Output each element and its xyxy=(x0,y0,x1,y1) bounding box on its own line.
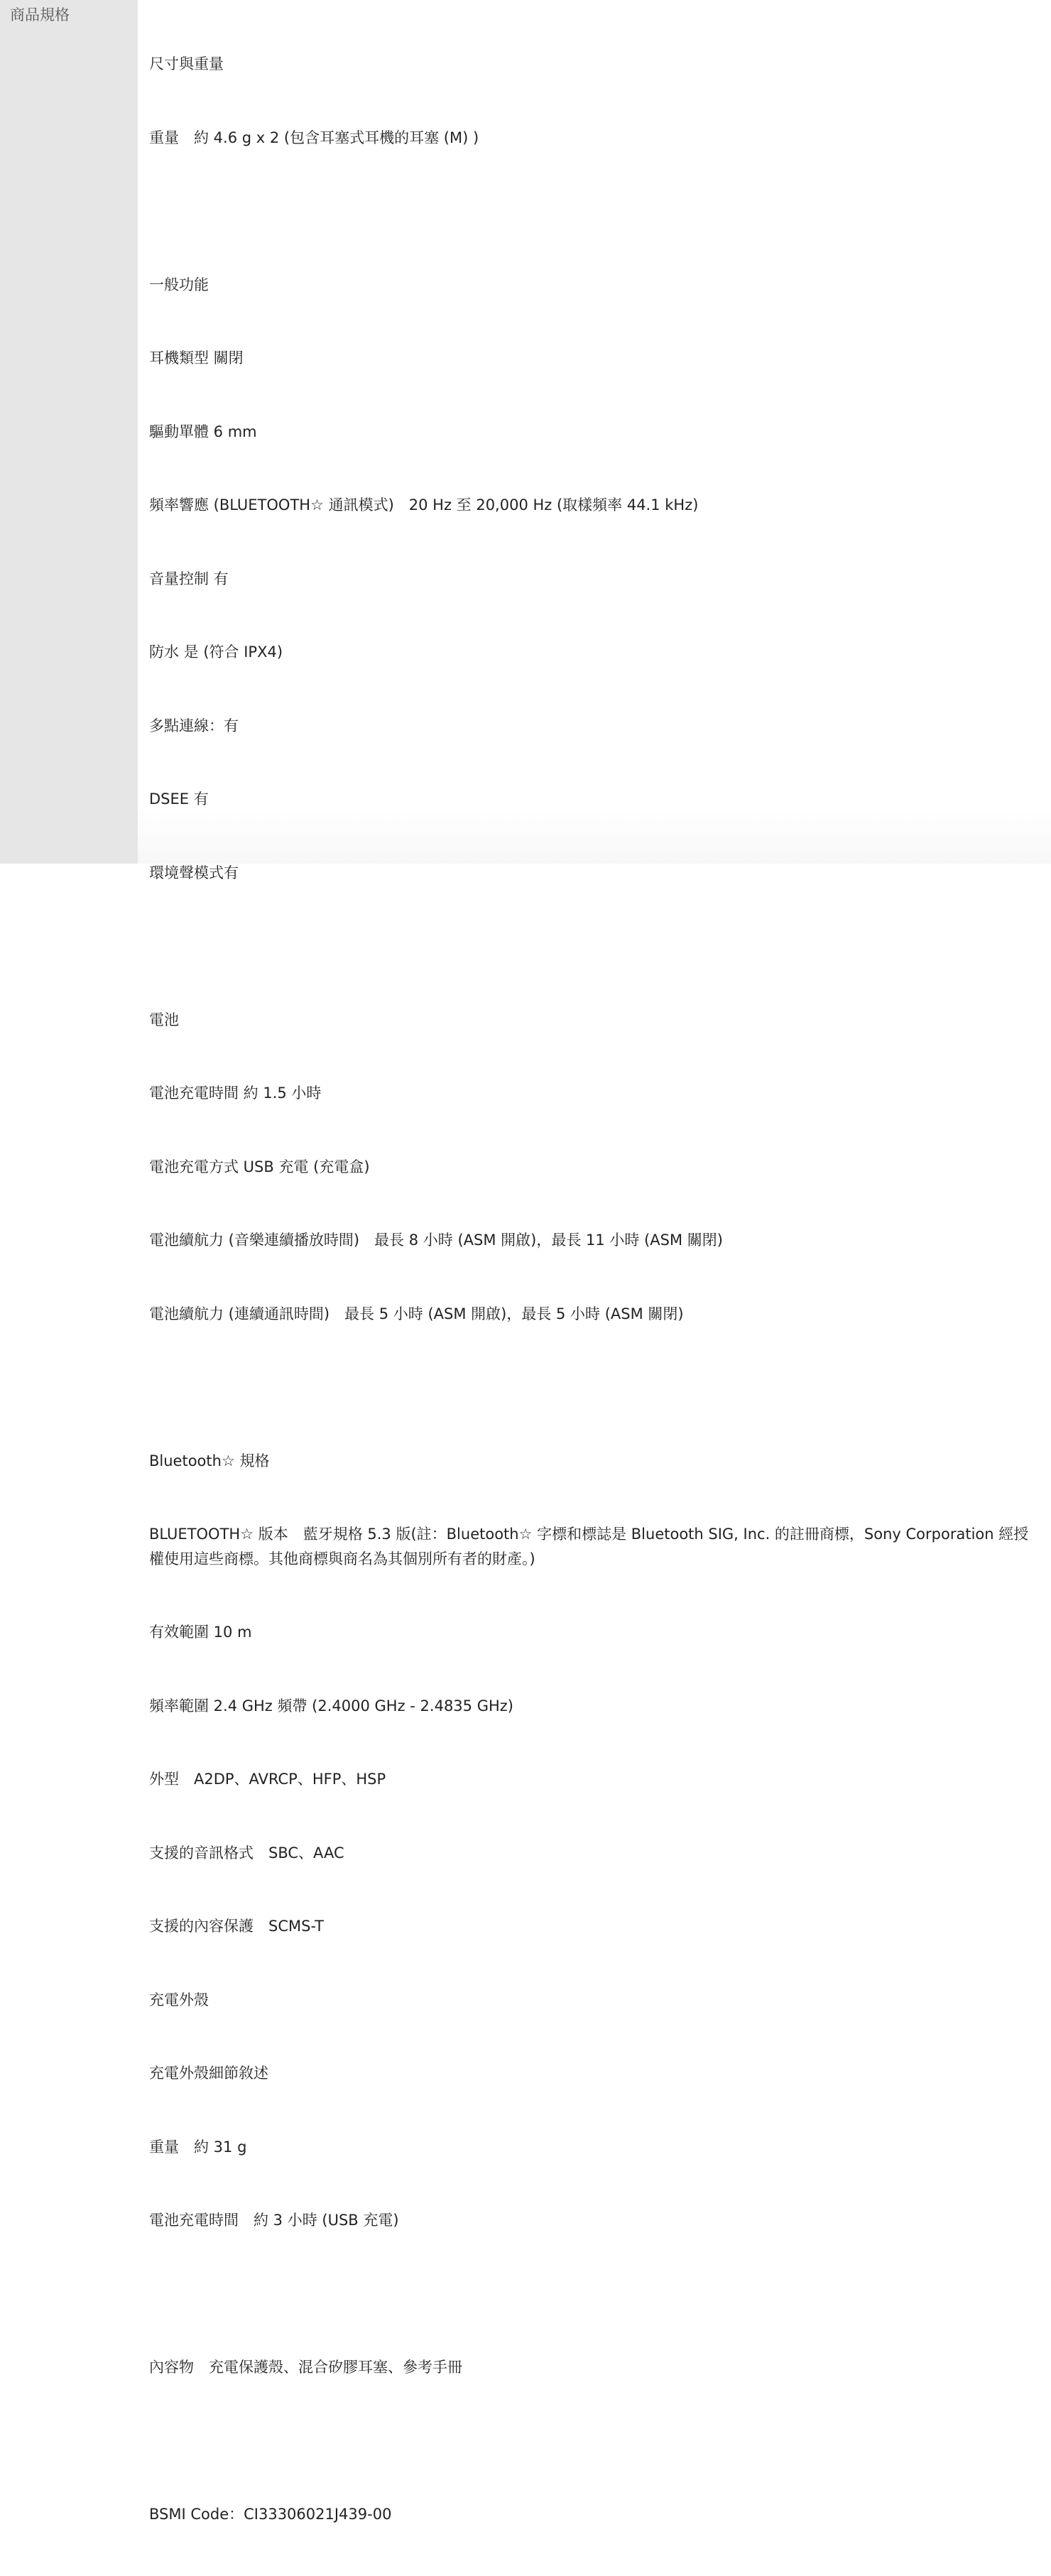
spec-line xyxy=(149,199,1042,224)
spec-line: 有效範圍 10 m xyxy=(149,1624,252,1641)
spec-line: 電池 xyxy=(149,1011,179,1028)
spec-line: 充電外殼細節敘述 xyxy=(149,2065,268,2082)
spec-line: 尺寸與重量 xyxy=(149,55,224,72)
spec-line: DSEE 有 xyxy=(149,790,209,808)
spec-line: 頻率響應 (BLUETOOTH☆ 通訊模式) 20 Hz 至 20,000 Hz (取樣頻率 44.1 kHz) xyxy=(149,496,699,513)
spec-line: 內容物 充電保護殼、混合矽膠耳塞、參考手冊 xyxy=(149,2359,462,2376)
spec-line: 外型 A2DP、AVRCP、HFP、HSP xyxy=(149,1771,386,1788)
spec-line: 防水 是 (符合 IPX4) xyxy=(149,643,283,661)
spec-line: Bluetooth☆ 規格 xyxy=(149,1452,270,1469)
spec-line: 音量控制 有 xyxy=(149,570,229,587)
spec-line: 一般功能 xyxy=(149,276,209,293)
spec-line xyxy=(149,2429,1042,2454)
spec-line: BLUETOOTH☆ 版本 藍牙規格 5.3 版(註：Bluetooth☆ 字標和標誌是 Bluetooth SIG, Inc. 的註冊商標，Sony Corporation 經授權使用這些商標。其他商標與商名為其個別所有者的財產。) xyxy=(149,1526,1029,1567)
spec-line: 支援的內容保護 SCMS-T xyxy=(149,1918,324,1935)
spec-line: 電池續航力 (連續通訊時間) 最長 5 小時 (ASM 開啟)，最長 5 小時 (ASM 關閉) xyxy=(149,1305,684,1322)
spec-value-cell xyxy=(138,0,1051,2523)
spec-line: 頻率範圍 2.4 GHz 頻帶 (2.4000 GHz - 2.4835 GHz) xyxy=(149,1697,513,1714)
spec-line: 電池充電方式 USB 充電 (充電盒) xyxy=(149,1158,370,1175)
spec-line: 電池充電時間 約 3 小時 (USB 充電) xyxy=(149,2212,399,2229)
spec-line: 重量 約 31 g xyxy=(149,2138,247,2156)
spec-line: 充電外殼 xyxy=(149,1991,209,2009)
spec-line xyxy=(149,2282,1042,2307)
spec-line: 驅動單體 6 mm xyxy=(149,423,257,440)
spec-line: 電池充電時間 約 1.5 小時 xyxy=(149,1085,322,1102)
spec-line: 重量 約 4.6 g x 2 (包含耳塞式耳機的耳塞 (M) ) xyxy=(149,129,479,146)
spec-line: 電池續航力 (音樂連續播放時間) 最長 8 小時 (ASM 開啟)，最長 11 小時 (ASM 關閉) xyxy=(149,1232,723,1249)
spec-line xyxy=(149,934,1042,959)
spec-line: 多點連線：有 xyxy=(149,717,239,734)
spec-line xyxy=(149,1375,1042,1400)
spec-line: BSMI Code：CI33306021J439-00 xyxy=(149,2506,392,2523)
spec-label-cell xyxy=(0,0,138,864)
spec-line: 環境聲模式有 xyxy=(149,864,239,881)
spec-line: 耳機類型 關閉 xyxy=(149,349,244,366)
spec-label: 商品規格 xyxy=(10,6,70,23)
spec-line: 支援的音訊格式 SBC、AAC xyxy=(149,1844,344,1862)
